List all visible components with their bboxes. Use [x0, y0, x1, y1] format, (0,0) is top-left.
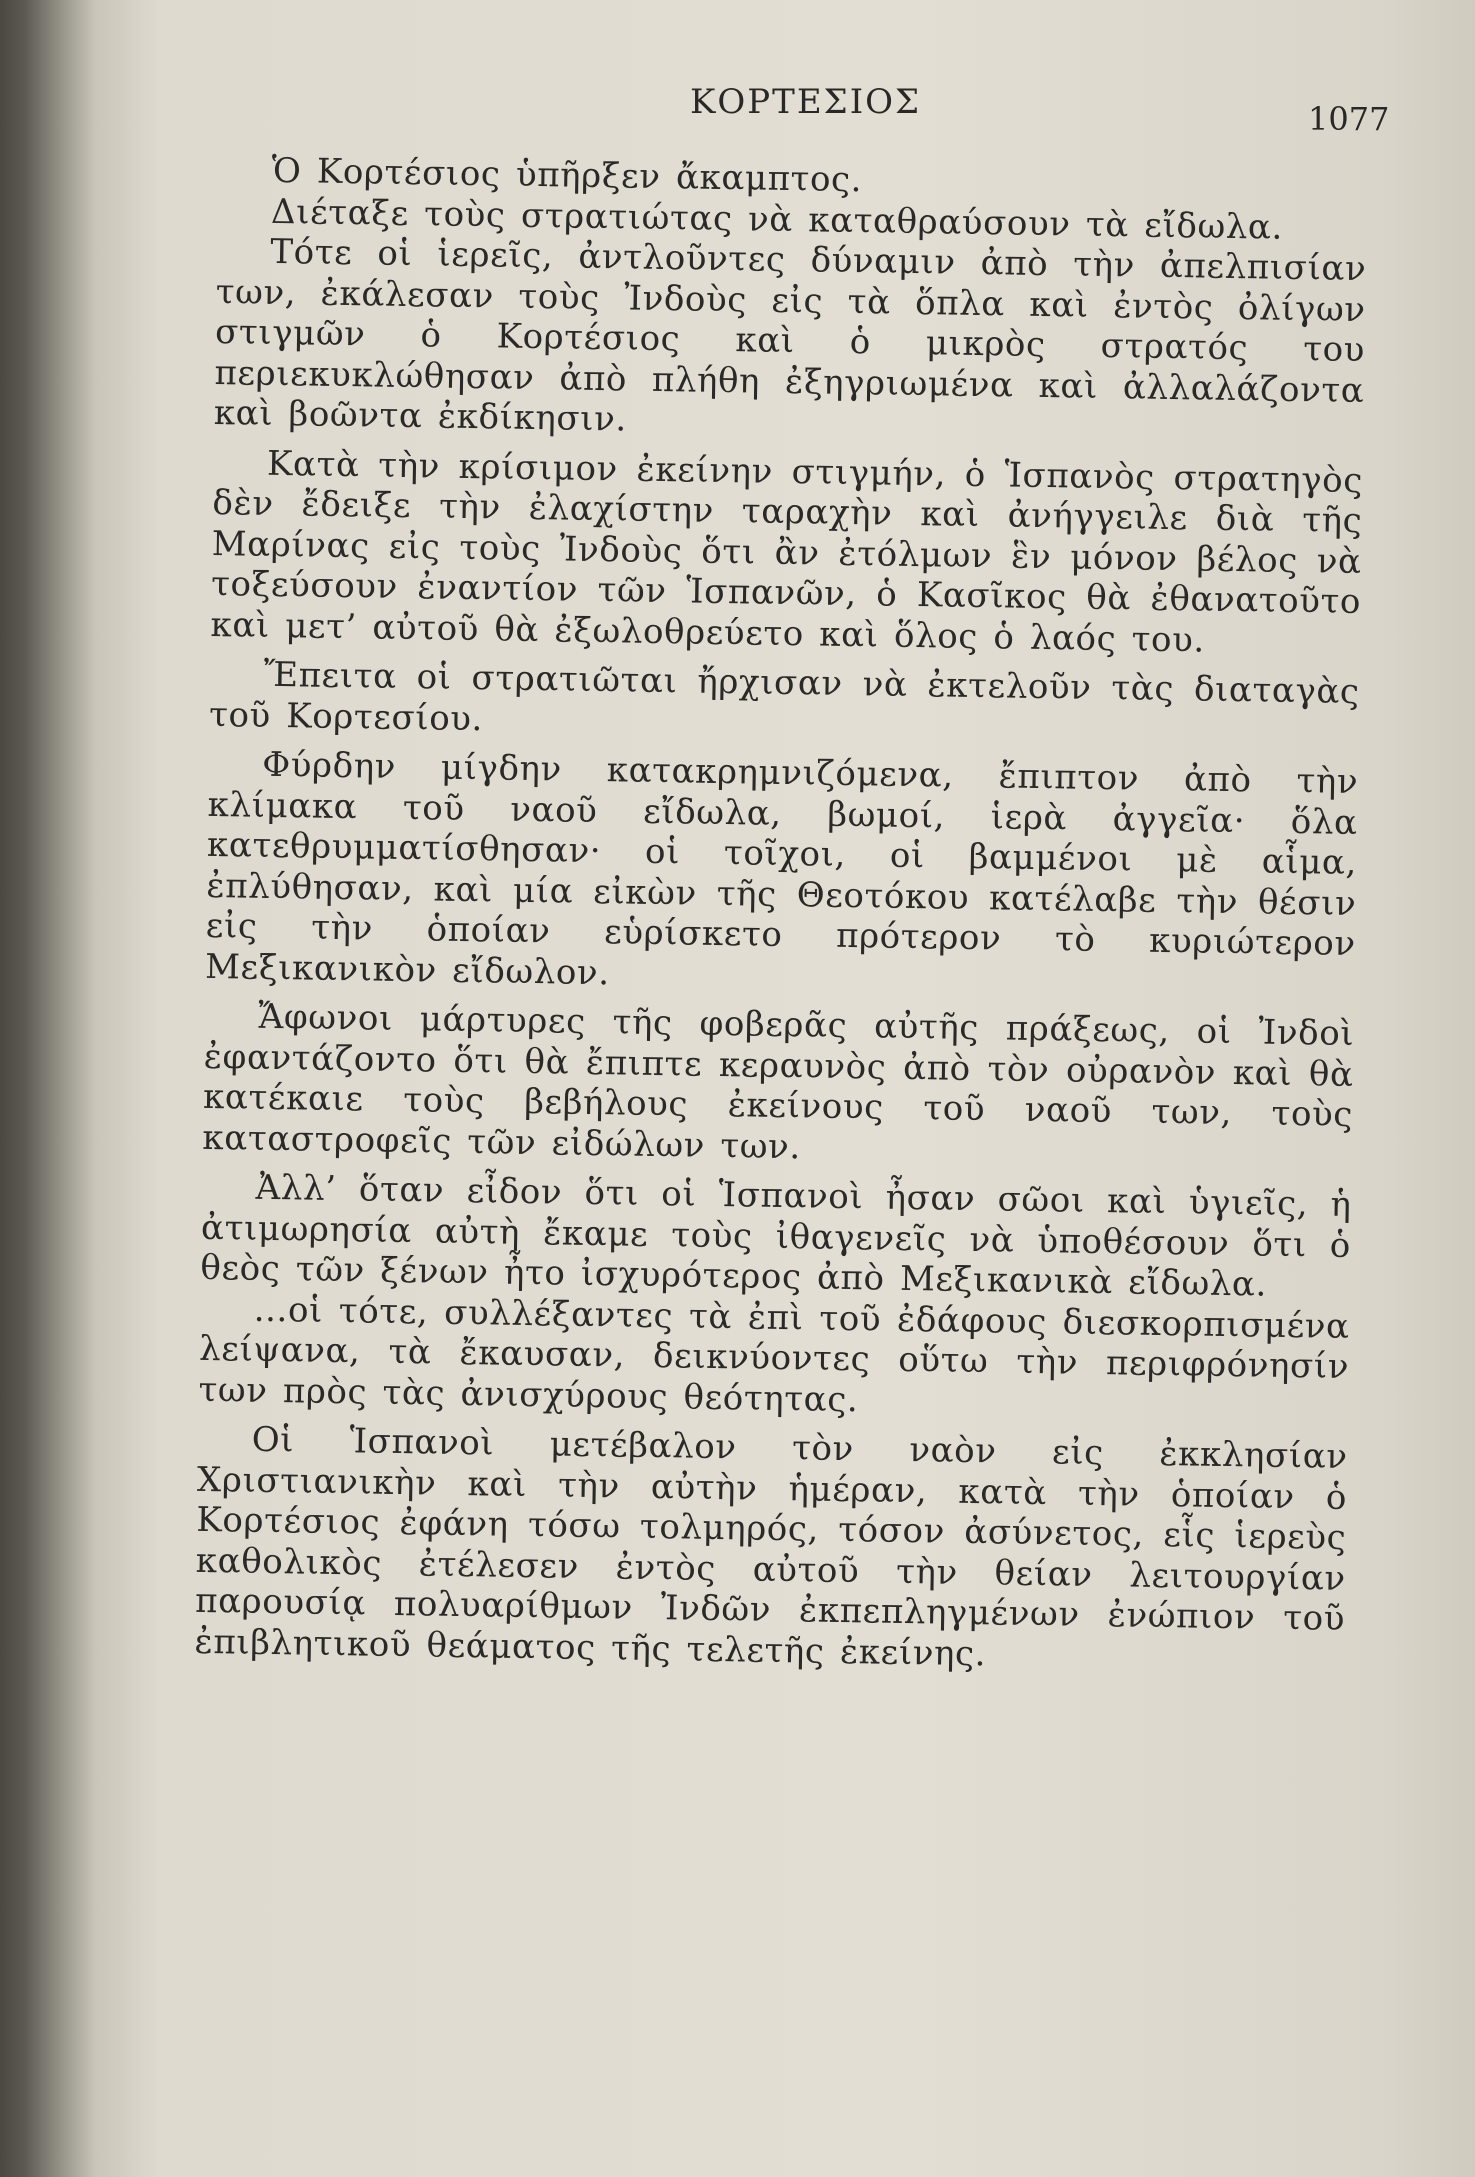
paragraph-1: Ὁ Κορτέσιος ὑπῆρξεν ἄκαμπτος.	[271, 150, 863, 201]
paragraph-9: ...οἱ τότε, συλλέξαντες τὰ ἐπὶ τοῦ ἐδάφους διεσκορπισμένα λείψανα, τὰ ἔκαυσαν, δεικνύοντες οὕτω τὴν περιφρόνησίν των πρὸς τὰς ἀνισχύρους θεότητας.	[198, 1289, 1350, 1420]
body-text	[194, 150, 1368, 1680]
paragraph-8: Ἀλλ’ ὅταν εἶδον ὅτι οἱ Ἱσπανοὶ ἦσαν σῶοι καὶ ὑγιεῖς, ἡ ἀτιμωρησία αὐτὴ ἔκαμε τοὺς ἰθαγενεῖς νὰ ὑποθέσουν ὅτι ὁ θεὸς τῶν ξένων ἦτο ἰσχυρότερος ἀπὸ Μεξικανικὰ εἴδωλα.	[200, 1167, 1352, 1305]
paragraph-7: Ἄφωνοι μάρτυρες τῆς φοβερᾶς αὐτῆς πράξεως, οἱ Ἰνδοὶ ἐφαντάζοντο ὅτι θὰ ἔπιπτε κεραυνὸς ἀπὸ τὸν οὐρανὸν καὶ θὰ κατέκαιε τοὺς βεβήλους ἐκείνους τοῦ ναοῦ των, τοὺς καταστροφεῖς τῶν εἰδώλων των.	[202, 996, 1355, 1167]
paragraph-3: Τότε οἱ ἱερεῖς, ἀντλοῦντες δύναμιν ἀπὸ τὴν ἀπελπισίαν των, ἐκάλεσαν τοὺς Ἰνδοὺς εἰς τὰ ὅπλα καὶ ἐντὸς ὀλίγων στιγμῶν ὁ Κορτέσιος καὶ ὁ μικρὸς στρατός του περιεκυκλώθησαν ἀπὸ πλήθη ἐξηγριωμένα καὶ ἀλλαλάζοντα καὶ βοῶντα ἐκδίκησιν.	[213, 231, 1367, 440]
paragraph-10: Οἱ Ἱσπανοὶ μετέβαλον τὸν ναὸν εἰς ἐκκλησίαν Χριστιανικὴν καὶ τὴν αὐτὴν ἡμέραν, κατὰ τὴν ὁποίαν ὁ Κορτέσιος ἐφάνη τόσω τολμηρός, τόσον ἀσύνετος, εἷς ἱερεὺς καθολικὸς ἐτέλεσεν ἐντὸς αὐτοῦ τὴν θείαν λειτουργίαν παρουσίᾳ πολυαρίθμων Ἰνδῶν ἐκπεπληγμένων ἐνώπιον τοῦ ἐπιβλητικοῦ θεάματος τῆς τελετῆς ἐκείνης.	[194, 1419, 1348, 1674]
paragraph-6: Φύρδην μίγδην κατακρημνιζόμενα, ἔπιπτον ἀπὸ τὴν κλίμακα τοῦ ναοῦ εἴδωλα, βωμοί, ἱερὰ ἀγγεῖα· ὅλα κατεθρυμματίσθησαν· οἱ τοῖχοι, οἱ βαμμένοι μὲ αἷμα, ἐπλύθησαν, καὶ μία εἰκὼν τῆς Θεοτόκου κατέλαβε τὴν θέσιν εἰς τὴν ὁποίαν εὑρίσκετο πρότερον τὸ κυριώτερον Μεξικανικὸν εἴδωλον.	[204, 744, 1359, 993]
page-number: 1077	[1308, 100, 1390, 138]
running-title: ΚΟΡΤΕΣΙΟΣ	[690, 82, 922, 122]
paragraph-2: Διέταξε τοὺς στρατιώτας νὰ καταθραύσουν τὰ εἴδωλα.	[270, 191, 1284, 248]
page-header	[0, 70, 1475, 138]
paragraph-4: Κατὰ τὴν κρίσιμον ἐκείνην στιγμήν, ὁ Ἱσπανὸς στρατηγὸς δὲν ἔδειξε τὴν ἐλαχίστην ταραχὴν καὶ ἀνήγγειλε διὰ τῆς Μαρίνας εἰς τοὺς Ἰνδοὺς ὅτι ἂν ἐτόλμων ἓν μόνον βέλος νὰ τοξεύσουν ἐναντίον τῶν Ἱσπανῶν, ὁ Κασῖκος θὰ ἐθανατοῦτο καὶ μετ’ αὐτοῦ θὰ ἐξωλοθρεύετο καὶ ὅλος ὁ λαός του.	[210, 443, 1364, 661]
paragraph-5: Ἔπειτα οἱ στρατιῶται ἤρχισαν νὰ ἐκτελοῦν τὰς διαταγὰς τοῦ Κορτεσίου.	[208, 654, 1360, 739]
